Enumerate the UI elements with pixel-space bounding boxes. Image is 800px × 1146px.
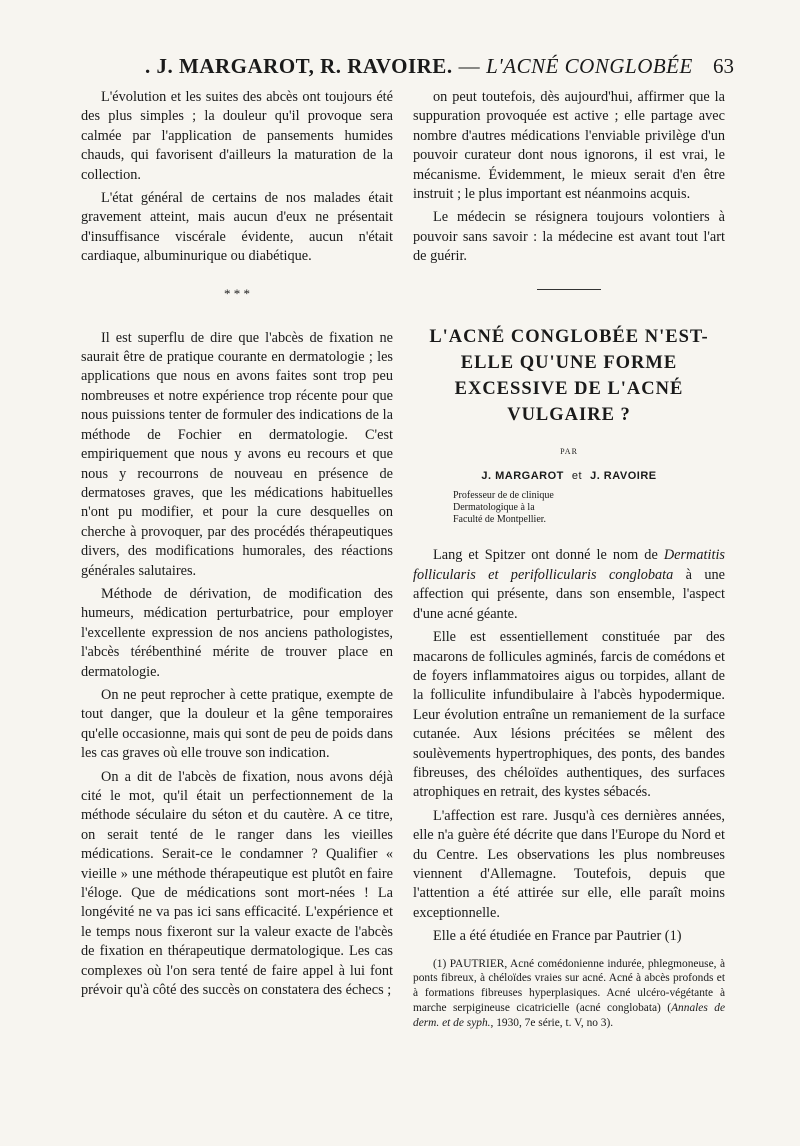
running-head-authors: . J. MARGAROT, R. RAVOIRE. (145, 54, 453, 78)
affiliation-line: Dermatologique à la (453, 502, 535, 514)
text-run: à une affection qui présente, dans son ensemble, l'aspect d'une acné géante. (413, 566, 725, 622)
paragraph: Méthode de dérivation, de modification des humeurs, médication perturbatrice, pour employer l'excellente expression de nos anciens pathologistes, l'abcès térébenthiné mérite de trouver place en dermatologie. (81, 585, 393, 680)
footnote (413, 957, 725, 1031)
affiliation-line: Faculté de Montpellier. (453, 514, 547, 526)
text-run: (1) PAUTRIER, Acné comédonienne indurée, phlegmoneuse, à ponts fibreux, à chéloïdes vraies sur acné. Acné à abcès profonds et à formations fibreuses hyperplasiques. Acné ulcéro-végétante à marche serpigineuse cicatricielle (acné conglobata) ( (413, 957, 725, 1014)
right-column (413, 88, 725, 1031)
paragraph: Le médecin se résignera toujours volontiers à pouvoir sans savoir : la médecine est avant tout l'art de guérir. (413, 209, 725, 265)
author-name: J. MARGAROT (481, 470, 564, 483)
article-title: L'ACNÉ CONGLOBÉE N'EST-ELLE QU'UNE FORME EXCESSIVE DE L'ACNÉ VULGAIRE ? (429, 326, 709, 425)
section-divider (537, 289, 601, 290)
paragraph: Elle a été étudiée en France par Pautrier (1) (433, 928, 682, 945)
running-head-dash: — (458, 54, 481, 78)
text-run: , 1930, 7e série, t. V, no 3). (490, 1016, 614, 1029)
author-name: J. RAVOIRE (590, 470, 657, 483)
left-column (81, 88, 393, 1004)
running-header (60, 54, 740, 82)
byline (413, 467, 725, 486)
paragraph (413, 546, 725, 624)
paragraph: Il est superflu de dire que l'abcès de fixation ne saurait être de pratique courante en dermatologie ; les applications que nous en avons faites sont trop peu nombreuses et notre expérience trop récente pour que nous puissions tenter de formuler des indications de la méthode de Fochier en dermatologie. C'est empiriquement que nous y avons eu recours et que nous y recourrons de nouveau en présence de dermatoses graves, que les médications habituelles n'ont pu modifier, et pour la cure desquelles on cherche à provoquer, par des procédés thérapeutiques divers, des modifications humorales, des réactions générales salutaires. (81, 329, 393, 579)
page-number: 63 (713, 54, 734, 78)
byline-et: et (571, 470, 583, 483)
italic-term: Dermatitis follicularis et perifollicularis conglobata (413, 547, 725, 583)
asterism: * * * (224, 285, 250, 301)
affiliation (453, 490, 725, 526)
text-run: Lang et Spitzer ont donné le nom de (433, 547, 664, 564)
paragraph: L'affection est rare. Jusqu'à ces dernières années, elle n'a guère été décrite que dans l'Europe du Nord et du Centre. Les observations les plus nombreuses viennent d'Allemagne. Toutefois, depuis que l'attention a été attirée sur elle, elle paraît moins exceptionnelle. (413, 807, 725, 921)
paragraph: On a dit de l'abcès de fixation, nous avons déjà cité le mot, qu'il était un perfectionnement de la méthode séculaire du séton et du cautère. A ce titre, on serait tenté de le ranger dans les vieilles médications. Serait-ce le condamner ? Qualifier « vieille » une méthode thérapeutique est plutôt en faire l'éloge. Que de médications sont mort-nées ! La longévité ne va pas ici sans efficacité. L'expérience et le temps nous fixeront sur la valeur exacte de l'abcès de fixation en thérapeutique dermatologique. Les cas complexes où l'on sera tenté de faire appel à lui font prévoir qu'à côté des succès on constatera des échecs ; (81, 768, 393, 999)
italic-citation: Annales de derm. et de syph. (413, 1001, 726, 1029)
paragraph: L'état général de certains de nos malades était gravement atteint, mais aucun d'eux ne présentait d'insuffisance viscérale évidente, aucun n'était cardiaque, albuminurique ou diabétique. (81, 190, 393, 265)
par-label: PAR (560, 446, 578, 456)
paragraph: L'évolution et les suites des abcès ont toujours été des plus simples ; la douleur qu'il provoque sera calmée par l'application de pansements humides chauds, qui favorisent d'ailleurs la maturation de la collection. (81, 89, 393, 183)
paragraph: On ne peut reprocher à cette pratique, exempte de tout danger, que la douleur et la gêne temporaires qu'elle occasionne, mais qui sont de peu de poids dans les cas graves où elle trouve son indication. (81, 686, 393, 762)
running-head-title: L'ACNÉ CONGLOBÉE (486, 54, 693, 78)
paragraph: Elle est essentiellement constituée par des macarons de follicules agminés, farcis de comédons et de foyers inflammatoires aigus ou torpides, allant de la folliculite infundibulaire à l'abcès hypodermique. Leur évolution entraîne un remaniement de la surface cutanée. Aux lésions précitées se mêlent des soulèvements hypertrophiques, des ponts, des bandes fibreuses, des chéloïdes authentiques, des surfaces atrophiques en retrait, des kystes sébacés. (413, 629, 725, 801)
running-head (145, 54, 693, 79)
paragraph: on peut toutefois, dès aujourd'hui, affirmer que la suppuration provoquée est active ; elle partage avec nombre d'autres médications l'enviable privilège d'un pouvoir curateur dont nous ignorons, il est vrai, le mécanisme. Évidemment, le mieux serait d'en être instruit ; le plus important est néanmoins acquis. (413, 89, 725, 203)
affiliation-line: Professeur de de clinique (453, 490, 554, 502)
